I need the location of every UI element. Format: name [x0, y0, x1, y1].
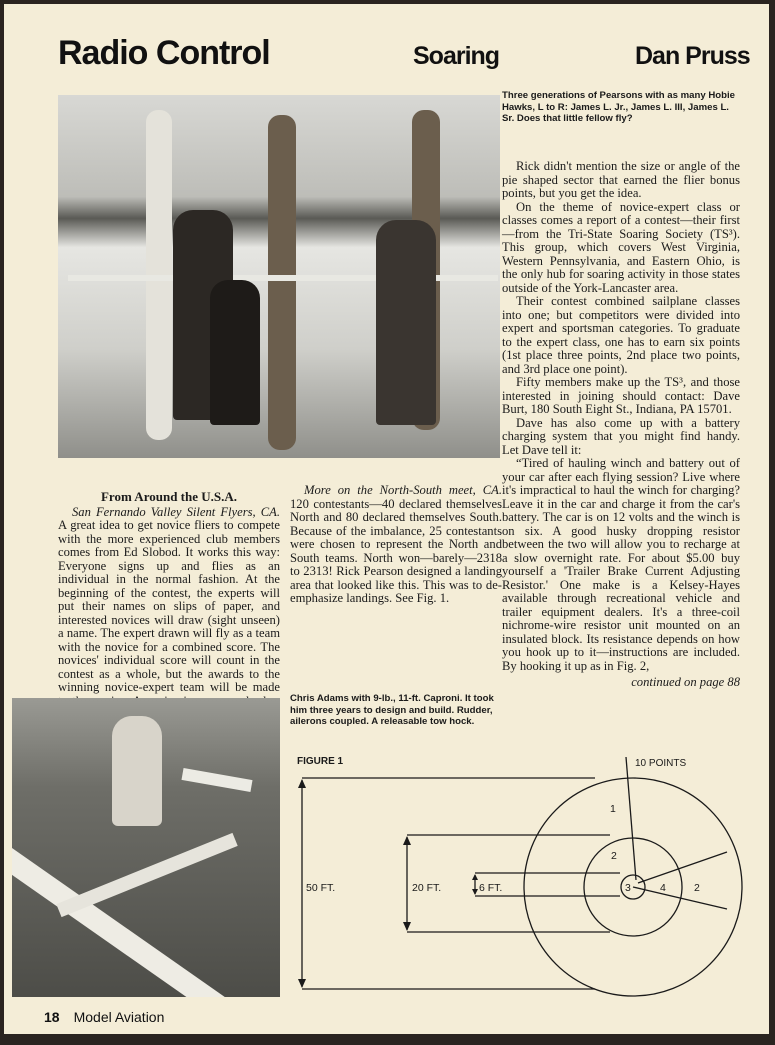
paragraph-2: 120 contestants—40 declared themselves North and 80 declared themselves South. Because of the imbalance, 25 contestants were chosen to represent the North and South teams. North won—barely—2318 to 2313! Rick Pearson designed a landing area that looked like this. This was to de-emphasize landings. See Fig. 1. [290, 496, 502, 605]
paragraph-5: Their contest combined sailplane classes into one; but competitors were divided into expert and sportsman categories. To graduate to the expert class, one has to earn six points (1st place three points, 2nd place two points, and 3rd place one point). [502, 294, 740, 376]
figure-title: FIGURE 1 [297, 756, 344, 767]
magazine-page [4, 4, 769, 1034]
photo2-caption: Chris Adams with 9-lb., 11-ft. Caproni. It took him three years to design and build. Rudder, ailerons coupled. A releasable tow hock. [290, 693, 494, 727]
magazine-name: Model Aviation [73, 1009, 165, 1025]
paragraph-3: Rick didn't mention the size or angle of the pie shaped sector that earned the flier bonus points, but you get the idea. [502, 159, 740, 200]
pointer-line [626, 757, 636, 880]
zone-outer: 1 [610, 803, 616, 815]
topic-title: Soaring [413, 42, 500, 70]
page-number: 18 [44, 1009, 60, 1025]
paragraph-4: On the theme of novice-expert class or classes comes a report of a contest—their first—from the Tri-State Soaring Society (TS³). This group, which covers West Virginia, Western Pennsylvania, and Eastern Ohio, is the only hub for soaring activity in those states outside of the York-Lancaster area. [502, 199, 740, 295]
article-heading: From Around the U.S.A. [100, 489, 238, 504]
paragraph-6: Fifty members make up the TS³, and those interested in joining should contact: Dave Burt, 180 South Eight St., Indiana, PA 15701. [502, 375, 740, 416]
figure-1-landing-diagram [4, 4, 769, 1034]
meet-lead: More on the North-South meet, CA. [304, 483, 502, 497]
page-footer [44, 1009, 164, 1025]
dim-20ft: 20 FT. [412, 882, 442, 894]
section-title: Radio Control [58, 34, 270, 72]
zone-center: 3 [625, 882, 631, 894]
club-lead: San Fernando Valley Silent Flyers, CA. [72, 504, 280, 519]
paragraph-8: “Tired of hauling winch and battery out of your car after each flying session? Live where it's impractical to haul the winch for charging? Leave it in the car and charge it from the car's battery. The car is on 12 volts and the winch is on six. A good husky dropping resistor between the two will allow you to recharge at a slow overnight rate. For about $5.00 buy yourself a 'Trailer Brake Current Adjusting Resistor.' One make is a Kelsey-Hayes available through recreational vehicle and trailer equipment dealers. It's a three-coil nichrome-wire resistor unit mounted on an insulated block. Its resistance depends on how you hook up to it—instructions are included. By hooking it up as in Fig. 2, [502, 456, 740, 673]
author-name: Dan Pruss [635, 42, 750, 70]
photo1-caption: Three generations of Pearsons with as many Hobie Hawks, L to R: James L. Jr., James L. III, James L. Sr. Does that little fellow fly? [502, 90, 735, 124]
zone-middle: 2 [611, 850, 617, 862]
continued-note: continued on page 88 [631, 675, 740, 689]
figure-callout: 10 POINTS [635, 758, 687, 769]
zone-sector-inner: 4 [660, 882, 666, 894]
dim-6ft: 6 FT. [479, 882, 503, 894]
paragraph-1: A great idea to get novice fliers to compete with the more experienced club members comes from Ed Slobod. It works this way: Everyone signs up and flies as an individual in the normal fashion. At the beginning of the contest, the experts will put their names on slips of paper, and interested novices will draw (sight unseen) a name. The expert drawn will fly as a team with the novice for a combined score. The novices' individual score will count in the contest as a whole, but the awards to the winning novice-expert team will be made [58, 518, 280, 694]
paragraph-7: Dave has also come up with a battery charging system that you might find handy. Let Dave tell it: [502, 415, 740, 457]
dim-50ft: 50 FT. [306, 882, 336, 894]
zone-sector-outer: 2 [694, 882, 700, 894]
